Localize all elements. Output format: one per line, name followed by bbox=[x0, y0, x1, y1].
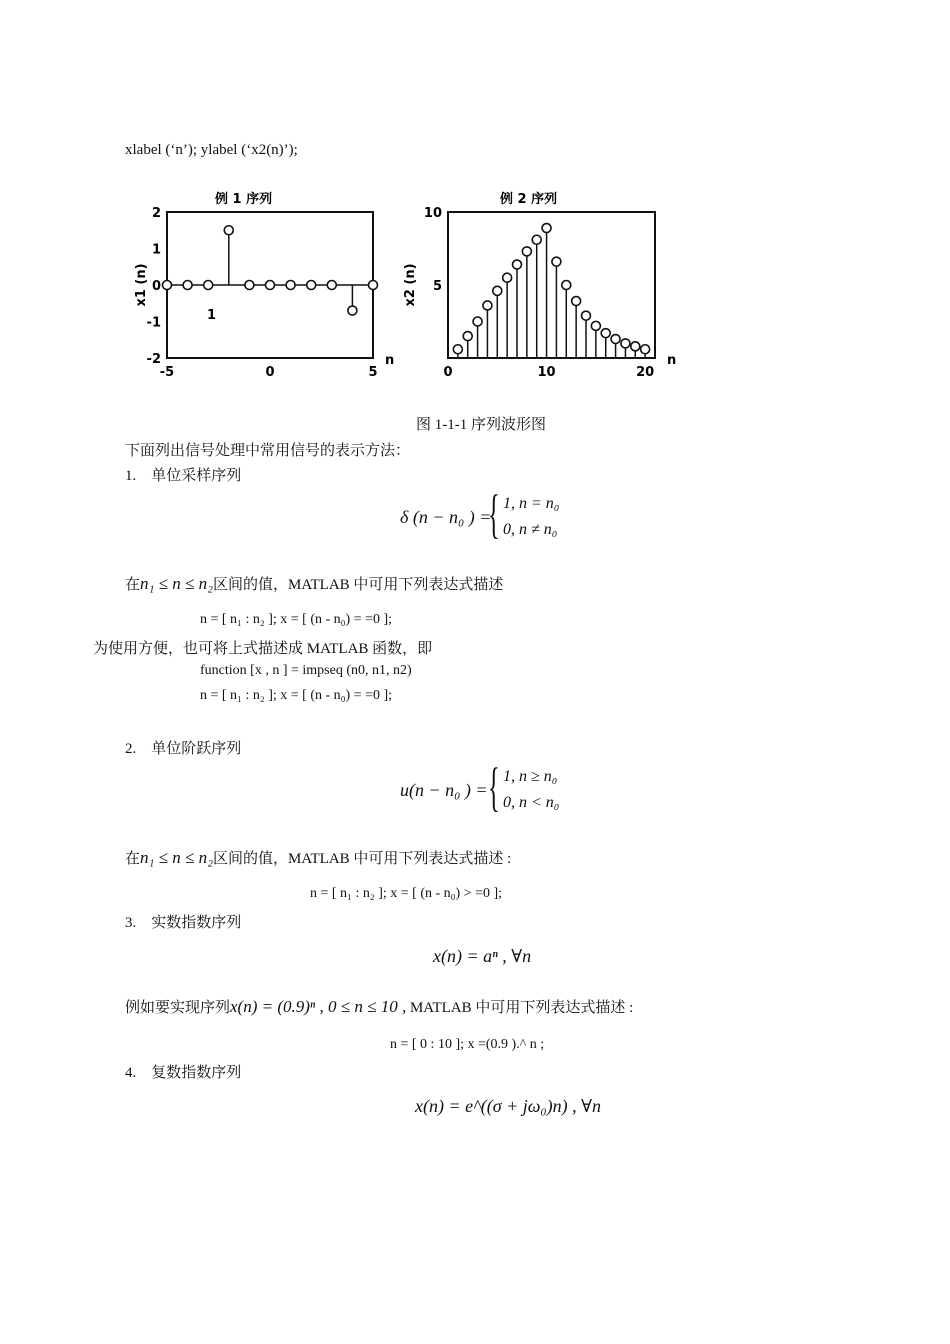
eq2-brace: { bbox=[488, 757, 500, 817]
eq2-case1: 1, n ≥ n₀ bbox=[503, 768, 558, 785]
stem-marker bbox=[522, 247, 531, 256]
x-tick-label: 20 bbox=[636, 365, 655, 380]
stem-marker bbox=[473, 317, 482, 326]
stem-marker bbox=[163, 281, 172, 290]
para1-prefix: 在 bbox=[125, 577, 141, 593]
stem-marker bbox=[483, 301, 492, 310]
para1-suffix: 区间的值，MATLAB 中可用下列表达式描述 bbox=[213, 577, 504, 593]
eq1-brace: { bbox=[488, 484, 500, 544]
y-tick-label: 10 bbox=[423, 206, 442, 221]
eq2-case2: 0, n < n₀ bbox=[503, 794, 560, 811]
stem-marker bbox=[224, 226, 233, 235]
eq1-case2: 0, n ≠ n₀ bbox=[503, 521, 558, 538]
stem-marker bbox=[542, 224, 551, 233]
code-line-4: n = [ n₁ : n₂ ]; x = [ (n - n₀) > =0 ]; bbox=[310, 886, 503, 901]
code-line-5: n = [ 0 : 10 ]; x =(0.9 ).^ n ; bbox=[390, 1037, 545, 1052]
stem-marker bbox=[183, 281, 192, 290]
section-4-title: 复数指数序列 bbox=[151, 1065, 242, 1081]
stem-marker bbox=[582, 311, 591, 320]
plot-frame bbox=[448, 212, 655, 358]
section-3-heading bbox=[125, 911, 241, 932]
para4-equation: x(n) = (0.9)ⁿ , 0 ≤ n ≤ 10 , bbox=[230, 997, 407, 1016]
eq2-lhs: u(n − n₀ ) = bbox=[400, 780, 488, 800]
stem-marker bbox=[532, 235, 541, 244]
stem-marker bbox=[572, 297, 581, 306]
stem-marker bbox=[245, 281, 254, 290]
section-4-number: 4. bbox=[125, 1065, 137, 1081]
stem-marker bbox=[641, 345, 650, 354]
plot2-title: 例 2 序列 bbox=[500, 192, 558, 207]
stem-marker bbox=[503, 273, 512, 282]
stem-marker bbox=[513, 260, 522, 269]
equation-real-exponential: x(n) = aⁿ , ∀n bbox=[433, 946, 532, 966]
y-axis-label: x1 (n) bbox=[134, 263, 149, 307]
plot-annotation: 1 bbox=[207, 308, 217, 324]
para4-prefix: 例如要实现序列 bbox=[125, 1000, 231, 1016]
x-tick-label: 0 bbox=[443, 365, 453, 380]
x-axis-label: n bbox=[385, 353, 395, 368]
stem-marker bbox=[307, 281, 316, 290]
range-expr-2: n₁ ≤ n ≤ n₂ bbox=[140, 848, 213, 867]
intro-text: 下面列出信号处理中常用信号的表示方法： bbox=[125, 443, 411, 459]
range-expr-1: n₁ ≤ n ≤ n₂ bbox=[140, 574, 213, 593]
y-tick-label: 1 bbox=[151, 242, 161, 258]
section-1-heading bbox=[125, 464, 241, 485]
eq1-case1: 1, n = n₀ bbox=[503, 495, 560, 512]
equation-unit-impulse bbox=[400, 484, 600, 553]
section-1-title: 单位采样序列 bbox=[151, 468, 242, 484]
x-tick-label: 10 bbox=[537, 365, 556, 380]
stem-marker bbox=[463, 332, 472, 341]
x-axis-label: n bbox=[667, 353, 677, 368]
code-line-top: xlabel (‘n’); ylabel (‘x2(n)’); bbox=[125, 142, 298, 158]
y-tick-label: -2 bbox=[146, 352, 161, 367]
section-2-title: 单位阶跃序列 bbox=[151, 741, 242, 757]
y-tick-label: 0 bbox=[151, 279, 161, 294]
x-tick-label: -5 bbox=[159, 365, 175, 380]
section-3-number: 3. bbox=[125, 915, 137, 931]
plot1-title: 例 1 序列 bbox=[215, 192, 273, 207]
y-axis-label: x2 (n) bbox=[403, 263, 418, 307]
stem-plot-2 bbox=[400, 185, 680, 385]
stem-marker bbox=[591, 321, 600, 330]
section-2-heading bbox=[125, 737, 241, 758]
stem-marker bbox=[493, 286, 502, 295]
para3-suffix: 区间的值，MATLAB 中可用下列表达式描述 : bbox=[213, 851, 512, 867]
stem-marker bbox=[601, 329, 610, 338]
paragraph-example bbox=[125, 996, 633, 1017]
section-4-heading bbox=[125, 1061, 241, 1082]
stem-marker bbox=[204, 281, 213, 290]
stem-marker bbox=[621, 339, 630, 348]
code-line-1: n = [ n₁ : n₂ ]; x = [ (n - n₀) = =0 ]; bbox=[200, 612, 393, 627]
paragraph-range-2 bbox=[125, 847, 511, 868]
paragraph-range-1 bbox=[125, 573, 503, 594]
paragraph-function: 为使用方便，也可将上式描述成 MATLAB 函数，即 bbox=[93, 641, 433, 657]
stem-plot-1 bbox=[125, 185, 400, 380]
code-line-2: function [x , n ] = impseq (n0, n1, n2) bbox=[200, 663, 412, 678]
stem-marker bbox=[327, 281, 336, 290]
y-tick-label: 5 bbox=[432, 279, 442, 294]
equation-complex-exponential: x(n) = e^((σ + jω₀)n) , ∀n bbox=[415, 1096, 602, 1116]
y-tick-label: 2 bbox=[151, 206, 161, 221]
eq1-lhs: δ (n − n₀ ) = bbox=[400, 507, 492, 527]
para3-prefix: 在 bbox=[125, 851, 141, 867]
stem-marker bbox=[552, 257, 561, 266]
section-3-title: 实数指数序列 bbox=[151, 915, 242, 931]
figure-caption: 图 1-1-1 序列波形图 bbox=[416, 417, 546, 433]
stem-marker bbox=[611, 335, 620, 344]
y-tick-label: -1 bbox=[146, 315, 161, 331]
x-tick-label: 5 bbox=[368, 365, 378, 380]
stem-marker bbox=[453, 345, 462, 354]
stem-marker bbox=[369, 281, 378, 290]
stem-marker bbox=[562, 281, 571, 290]
stem-marker bbox=[266, 281, 275, 290]
section-2-number: 2. bbox=[125, 741, 137, 757]
equation-unit-step bbox=[400, 757, 600, 826]
x-tick-label: 0 bbox=[265, 365, 275, 380]
para4-suffix: MATLAB 中可用下列表达式描述 : bbox=[409, 1000, 634, 1016]
code-line-3: n = [ n₁ : n₂ ]; x = [ (n - n₀) = =0 ]; bbox=[200, 688, 393, 703]
section-1-number: 1. bbox=[125, 468, 137, 484]
stem-marker bbox=[348, 306, 357, 315]
stem-marker bbox=[286, 281, 295, 290]
stem-marker bbox=[631, 342, 640, 351]
